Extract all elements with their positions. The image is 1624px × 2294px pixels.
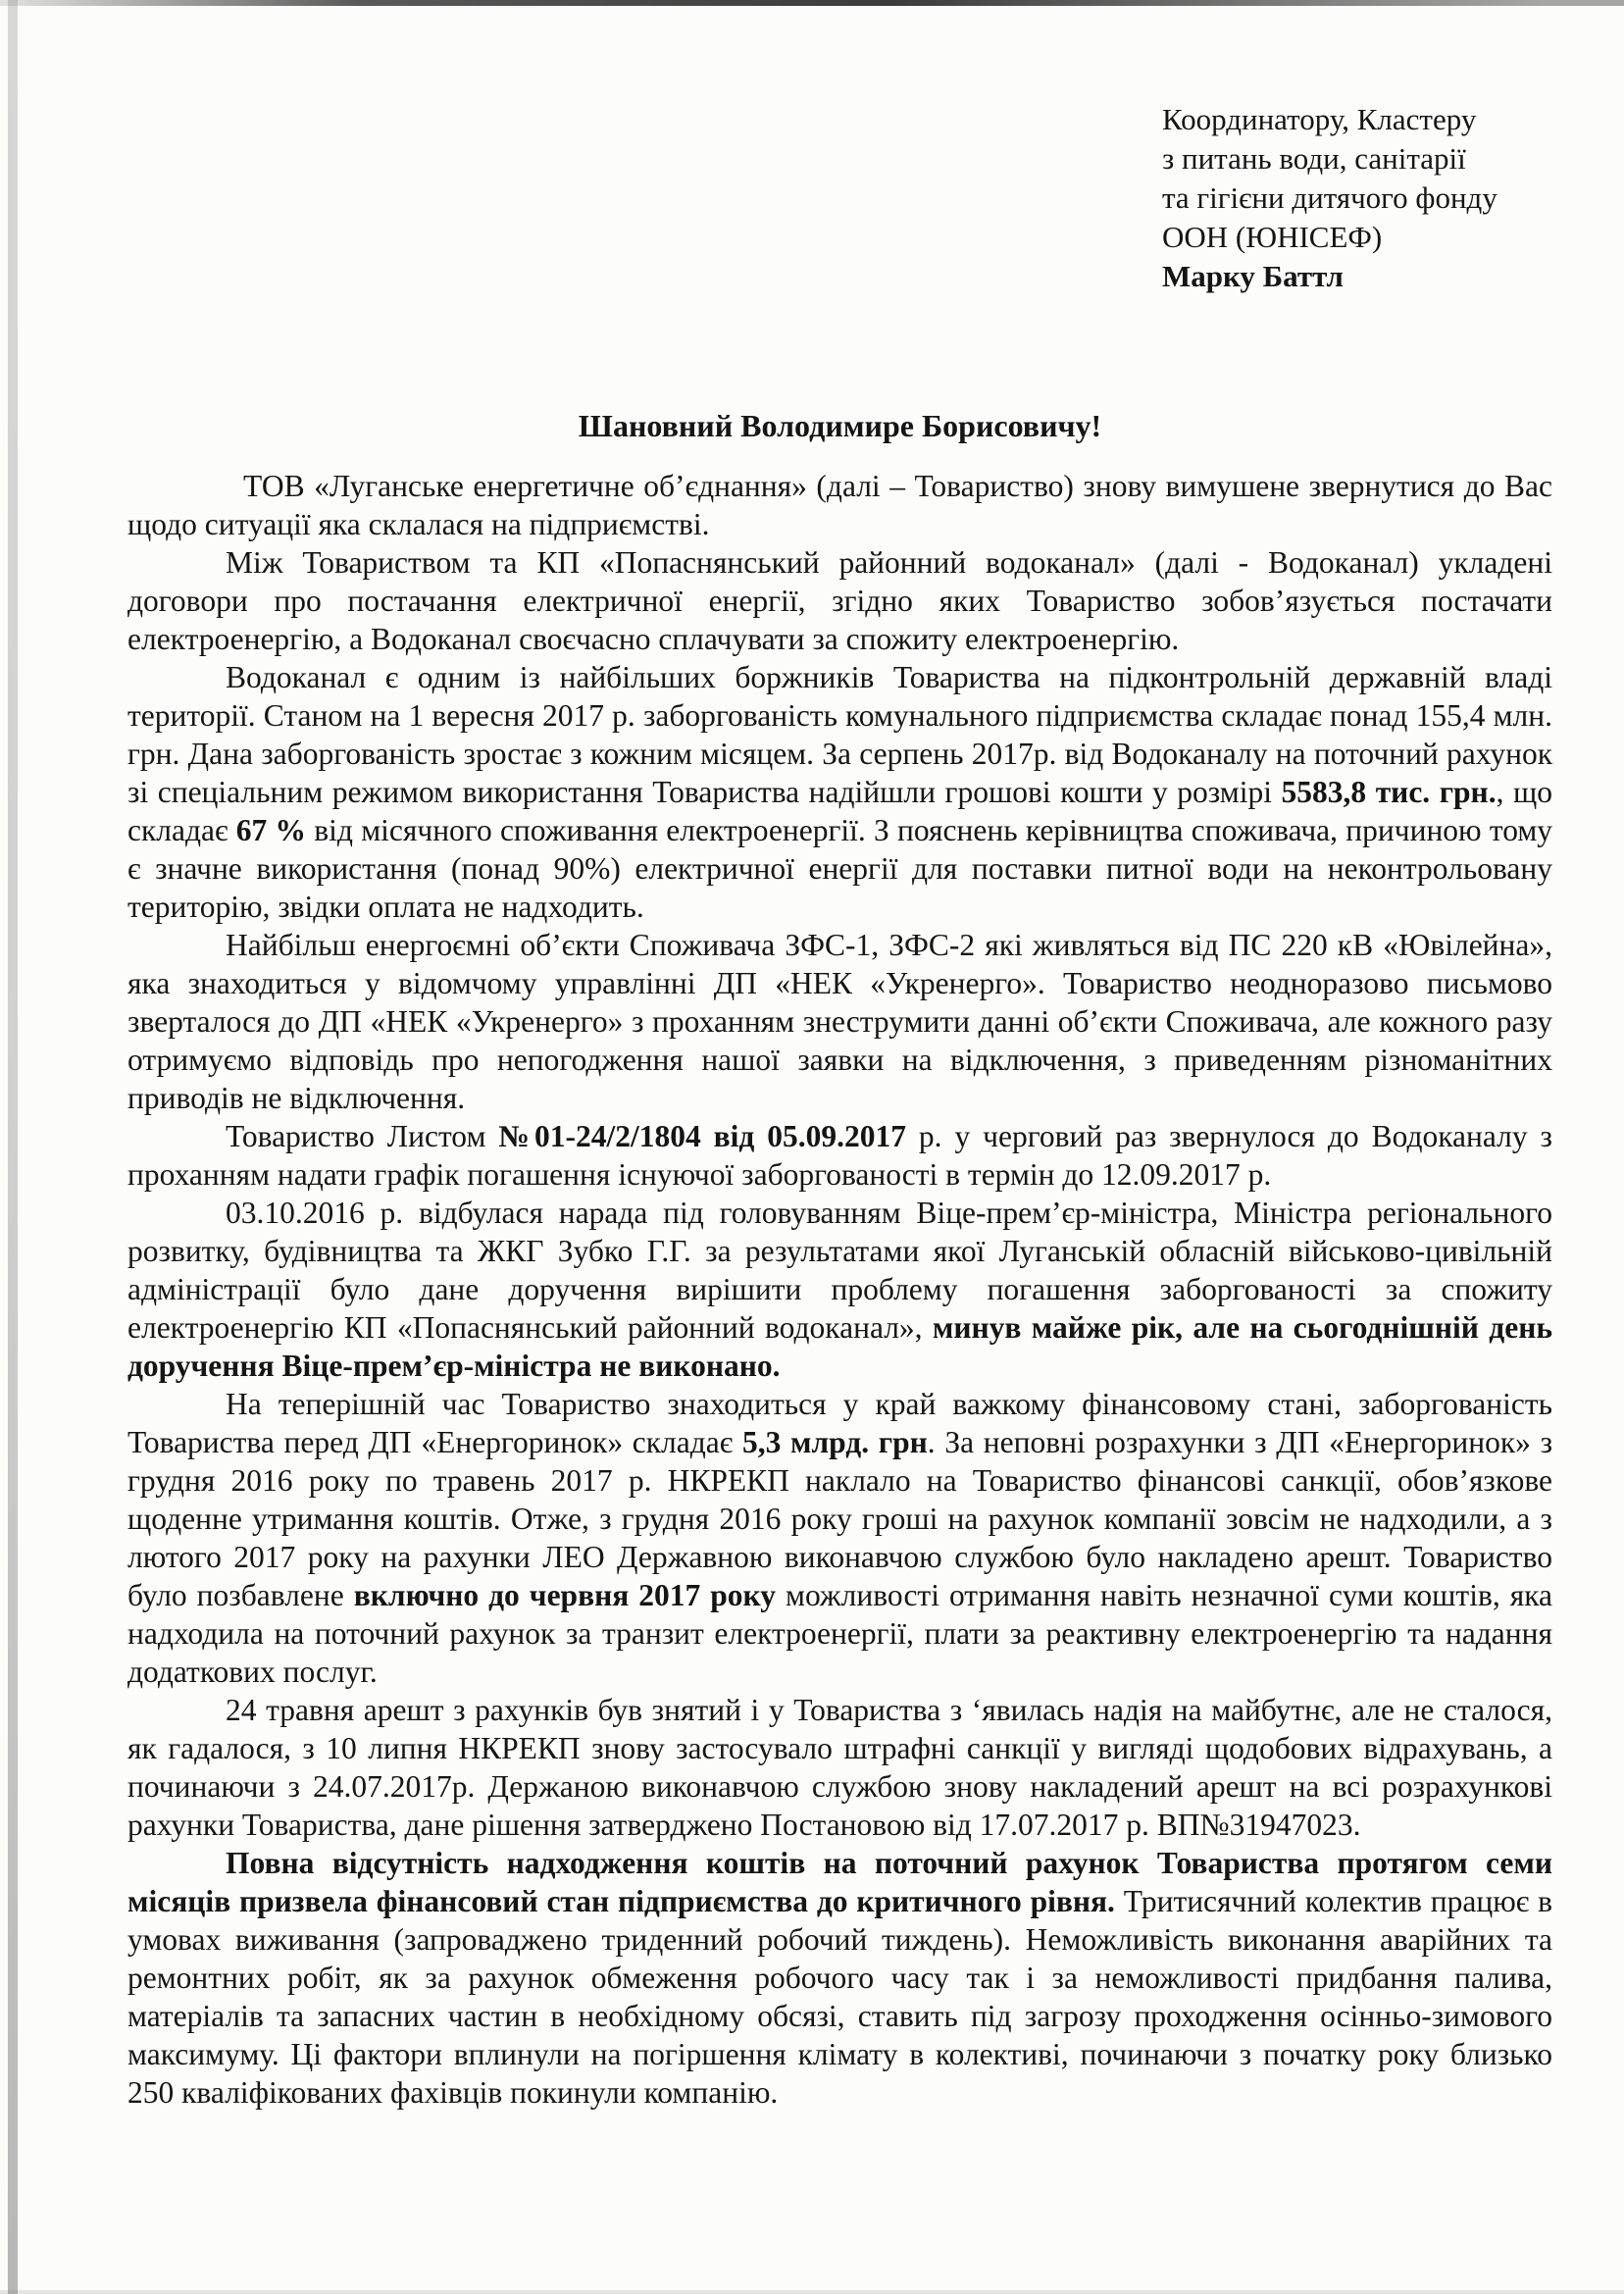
paragraph-bold-segment: 5583,8 тис. грн. xyxy=(1281,775,1497,809)
paragraph-segment: Найбільш енергоємні об’єкти Споживача ЗФС-1, ЗФС-2 які живляться від ПС 220 кВ «Ювілейна», яка знаходиться у відомчому управлінні ДП «НЕК «Укренерго». Товариство неодноразово письмово зверталося до ДП «НЕК «Укренерго» з проханням знеструмити данні об’єкти Споживача, але кожного разу отримуємо відповідь про непогодження нашої заявки на відключення, з приведенням різноманітних приводів не відключення. xyxy=(127,928,1552,1115)
paragraph-bold-segment: 5,3 млрд. грн xyxy=(741,1425,928,1459)
scan-artifact-bottom-edge xyxy=(0,2290,1624,2294)
paragraph xyxy=(127,1117,1552,1194)
paragraph xyxy=(127,1691,1552,1844)
letter-body xyxy=(127,467,1552,2112)
paragraph-segment: ТОВ «Луганське енергетичне об’єднання» (далі – Товариство) знову вимушене звернутися до Вас щодо ситуації яка склалася на підприємстві. xyxy=(127,469,1552,541)
paragraph-segment: . За неповні розрахунки з ДП «Енергоринок» з грудня 2016 року по травень 2017 р. НКРЕКП наклало на Товариство фінансові санкції, обов’язкове щоденне утримання коштів. Отже, з грудня 2016 року гроші на рахунок компанії зовсім не надходили, а з лютого 2017 року на рахунки ЛЕО Державною виконавчою службою було накладено арешт. Товариство було позбавлене xyxy=(127,1425,1553,1612)
paragraph-segment: Між Товариством та КП «Попаснянський районний водоканал» (далі - Водоканал) укладені договори про постачання електричної енергії, згідно яких Товариство зобов’язується постачати електроенергію, а Водоканал своєчасно сплачувати за спожиту електроенергію. xyxy=(127,545,1552,656)
paragraph-segment: Товариство Листом xyxy=(226,1119,499,1153)
paragraph-segment: 24 травня арешт з рахунків був знятий і у Товариства з ‘явилась надія на майбутнє, але не сталося, як гадалося, з 10 липня НКРЕКП знову застосувало штрафні санкції у вигляді щодобових відрахувань, а починаючи з 24.07.2017р. Держаною виконавчою службою знову накладений арешт на всі розрахункові рахунки Товариства, дане рішення затверджено Постановою від 17.07.2017 р. ВП№31947023. xyxy=(127,1693,1552,1842)
paragraph-segment: Водоканал є одним із найбільших боржників Товариства на підконтрольній державній владі території. Станом на 1 вересня 2017 р. заборгованість комунального підприємства складає понад 155,4 млн. грн. Дана заборгованість зростає з кожним місяцем. За серпень 2017р. від Водоканалу на поточний рахунок зі спеціальним режимом використання Товариства надійшли грошові кошти у розмірі xyxy=(127,660,1552,809)
paragraph-bold-segment: 67 % xyxy=(235,813,307,847)
paragraph-segment: , що складає xyxy=(127,775,1553,847)
paragraph-bold-segment: Повна відсутність надходження коштів на поточний рахунок Товариства протягом семи місяців призвела фінансовий стан підприємства до критичного рівня. xyxy=(127,1846,1552,1918)
scan-artifact-top-edge xyxy=(0,0,1624,6)
paragraph xyxy=(127,1194,1552,1385)
paragraph xyxy=(127,1385,1552,1691)
paragraph xyxy=(127,658,1552,926)
paragraph xyxy=(127,926,1552,1117)
recipient-line: ООН (ЮНІСЕФ) xyxy=(1162,220,1383,254)
paragraph-segment: Тритисячний колектив працює в умовах виживання (запроваджено триденний робочий тиждень). Неможливість виконання аварійних та ремонтних робіт, як за рахунок обмеження робочого часу так і за неможливості придбання палива, матеріалів та запасних частин в необхідному обсязі, ставить під загрозу проходження осінньо-зимового максимуму. Ці фактори вплинули на погіршення клімату в колективі, починаючи з початку року близько 250 кваліфікованих фахівців покинули компанію. xyxy=(127,1884,1552,2110)
recipient-line: з питань води, санітарії xyxy=(1162,141,1466,176)
paragraph xyxy=(127,1844,1552,2112)
recipient-line: Координатору, Кластеру xyxy=(1162,102,1477,136)
paragraph-bold-segment: включно до червня 2017 року xyxy=(353,1578,777,1612)
paragraph-segment: р. у черговий раз звернулося до Водоканалу з проханням надати графік погашення існуючої заборгованості в термін до 12.09.2017 р. xyxy=(127,1119,1552,1192)
paragraph-segment: 03.10.2016 р. відбулася нарада під головуванням Віце-прем’єр-міністра, Міністра регіонального розвитку, будівництва та ЖКГ Зубко Г.Г. за результатами якої Луганській обласній військово-цивільній адміністрації було дане доручення вирішити проблему погашення заборгованості за спожиту електроенергію КП «Попаснянський районний водоканал», xyxy=(127,1196,1552,1345)
paragraph-segment: від місячного споживання електроенергії. З пояснень керівництва споживача, причиною тому є значне використання (понад 90%) електричної енергії для поставки питної води на неконтрольовану територію, звідки оплата не надходить. xyxy=(127,813,1553,924)
scan-artifact-left-edge xyxy=(8,0,18,2294)
recipient-name: Марку Баттл xyxy=(1162,259,1344,293)
salutation: Шановний Володимире Борисовичу! xyxy=(578,408,1102,443)
recipient-line: та гігієни дитячого фонду xyxy=(1162,180,1497,215)
paragraph xyxy=(127,467,1552,543)
recipient-block xyxy=(1162,100,1574,296)
paragraph-segment: можливості отримання навіть незначної суми коштів, яка надходила на поточний рахунок за транзит електроенергії, плати за реактивну електроенергію та надання додаткових послуг. xyxy=(127,1578,1552,1689)
paragraph-segment: На теперішній час Товариство знаходиться у край важкому фінансовому стані, заборгованість Товариства перед ДП «Енергоринок» складає xyxy=(127,1387,1552,1459)
paragraph-bold-segment: №01-24/2/1804 від 05.09.2017 xyxy=(498,1119,907,1153)
paragraph xyxy=(127,543,1552,658)
recipient-lines xyxy=(1162,100,1574,257)
paragraph-bold-segment: минув майже рік, але на сьогоднішній день доручення Віце-прем’єр-міністра не виконано. xyxy=(127,1310,1552,1383)
